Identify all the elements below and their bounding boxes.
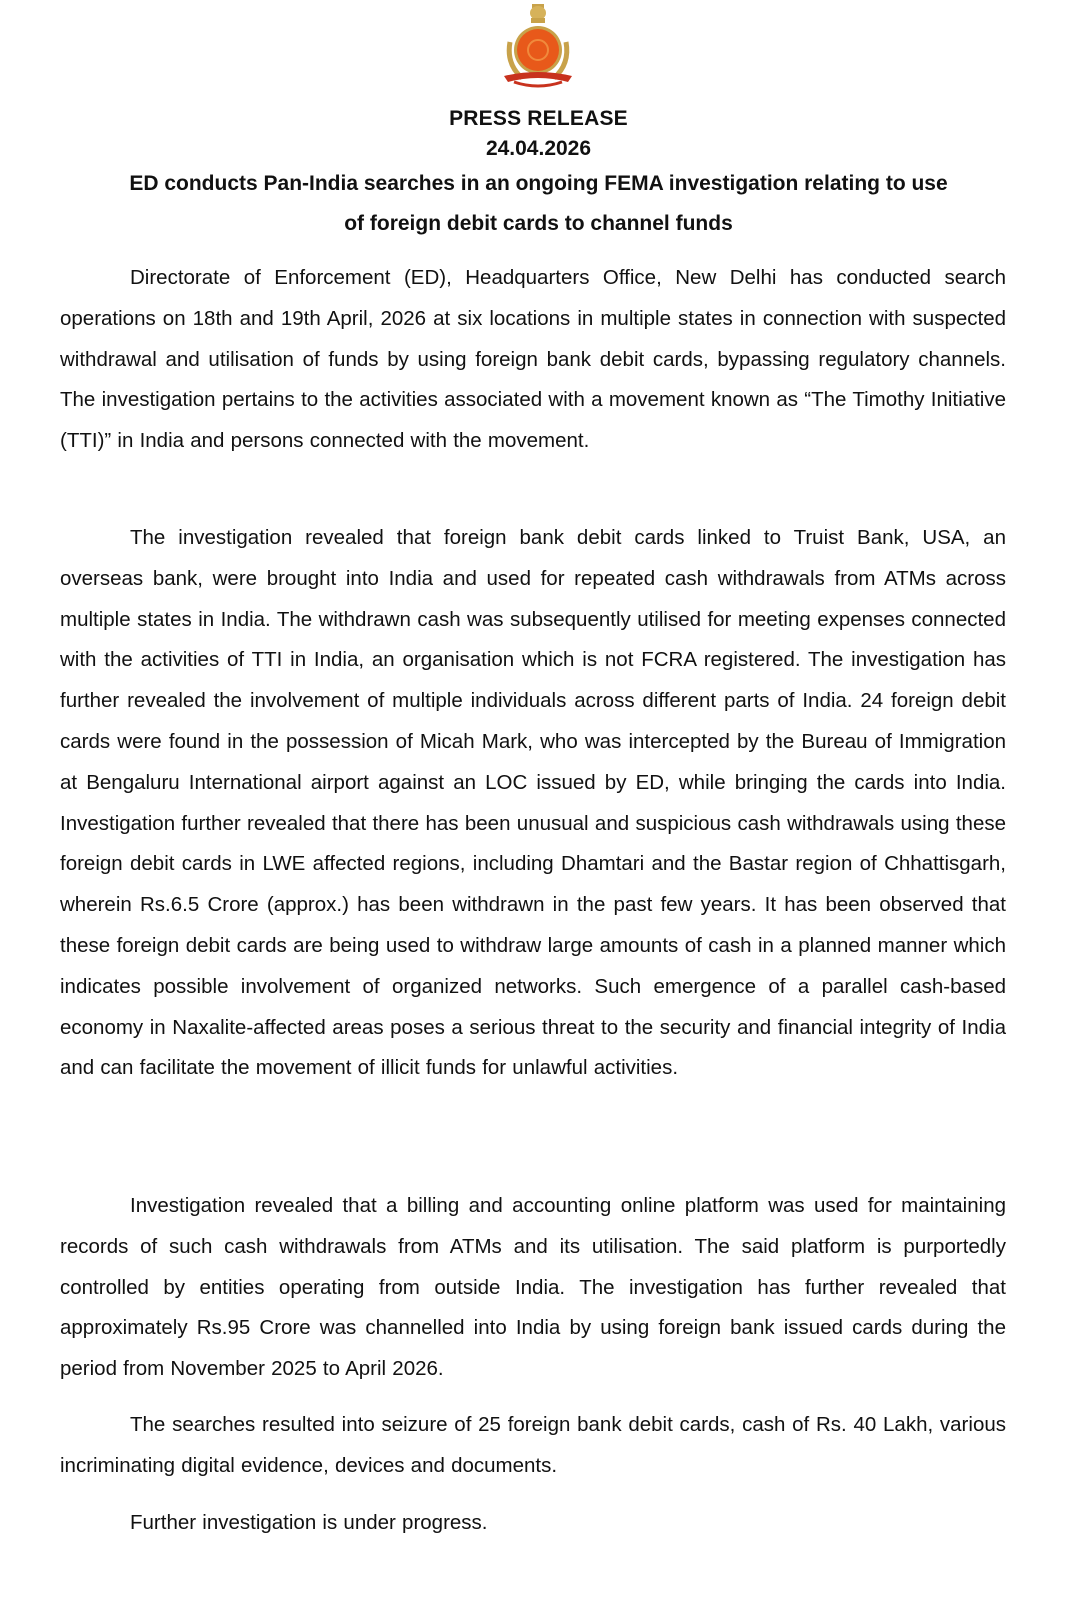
paragraph-text: Investigation revealed that a billing and accounting online platform was used for maintaining records of such cash withdrawals from ATMs and its utilisation. The said platform is purportedly controlled by entities operating from outside India. The investigation has further revealed that approximately Rs.95 Crore was channelled into India by using foreign bank issued cards during the period from November 2025 to April 2026.	[60, 1194, 1006, 1381]
paragraph-2	[60, 518, 1006, 1089]
ed-emblem-icon	[492, 2, 584, 92]
headline-line-1: ED conducts Pan-India searches in an ongoing FEMA investigation relating to use	[129, 172, 948, 195]
paragraph-5	[60, 1503, 1006, 1544]
paragraph-text: The investigation revealed that foreign bank debit cards linked to Truist Bank, USA, an overseas bank, were brought into India and used for repeated cash withdrawals from ATMs across multiple states in India. The withdrawn cash was subsequently utilised for meeting expenses connected with the activities of TTI in India, an organisation which is not FCRA registered. The investigation has further revealed the involvement of multiple individuals across different parts of India. 24 foreign debit cards were found in the possession of Micah Mark, who was intercepted by the Bureau of Immigration at Bengaluru International airport against an LOC issued by ED, while bringing the cards into India. Investigation further revealed that there has been unusual and suspicious cash withdrawals using these foreign debit cards in LWE affected regions, including Dhamtari and the Bastar region of Chhattisgarh, wherein Rs.6.5 Crore (approx.) has been withdrawn in the past few years. It has been observed that these foreign debit cards are being used to withdraw large amounts of cash in a planned manner which indicates possible involvement of organized networks. Such emergence of a parallel cash-based economy in Naxalite-affected areas poses a serious threat to the security and financial integrity of India and can facilitate the movement of illicit funds for unlawful activities.	[60, 526, 1006, 1080]
paragraph-text: The searches resulted into seizure of 25 foreign bank debit cards, cash of Rs. 40 Lakh, various incriminating digital evidence, devices and documents.	[60, 1413, 1006, 1477]
release-date: 24.04.2026	[485, 137, 592, 160]
headline-line-2: of foreign debit cards to channel funds	[344, 212, 733, 235]
paragraph-1	[60, 258, 1006, 462]
paragraph-text: Directorate of Enforcement (ED), Headquarters Office, New Delhi has conducted search operations on 18th and 19th April, 2026 at six locations in multiple states in connection with suspected withdrawal and utilisation of funds by using foreign bank debit cards, bypassing regulatory channels. The investigation pertains to the activities associated with a movement known as “The Timothy Initiative (TTI)” in India and persons connected with the movement.	[60, 266, 1006, 453]
press-release-heading: PRESS RELEASE	[449, 107, 628, 130]
release-header	[40, 104, 1037, 244]
paragraph-3	[60, 1186, 1006, 1390]
paragraph-text: Further investigation is under progress.	[130, 1511, 488, 1534]
paragraph-4	[60, 1405, 1006, 1487]
